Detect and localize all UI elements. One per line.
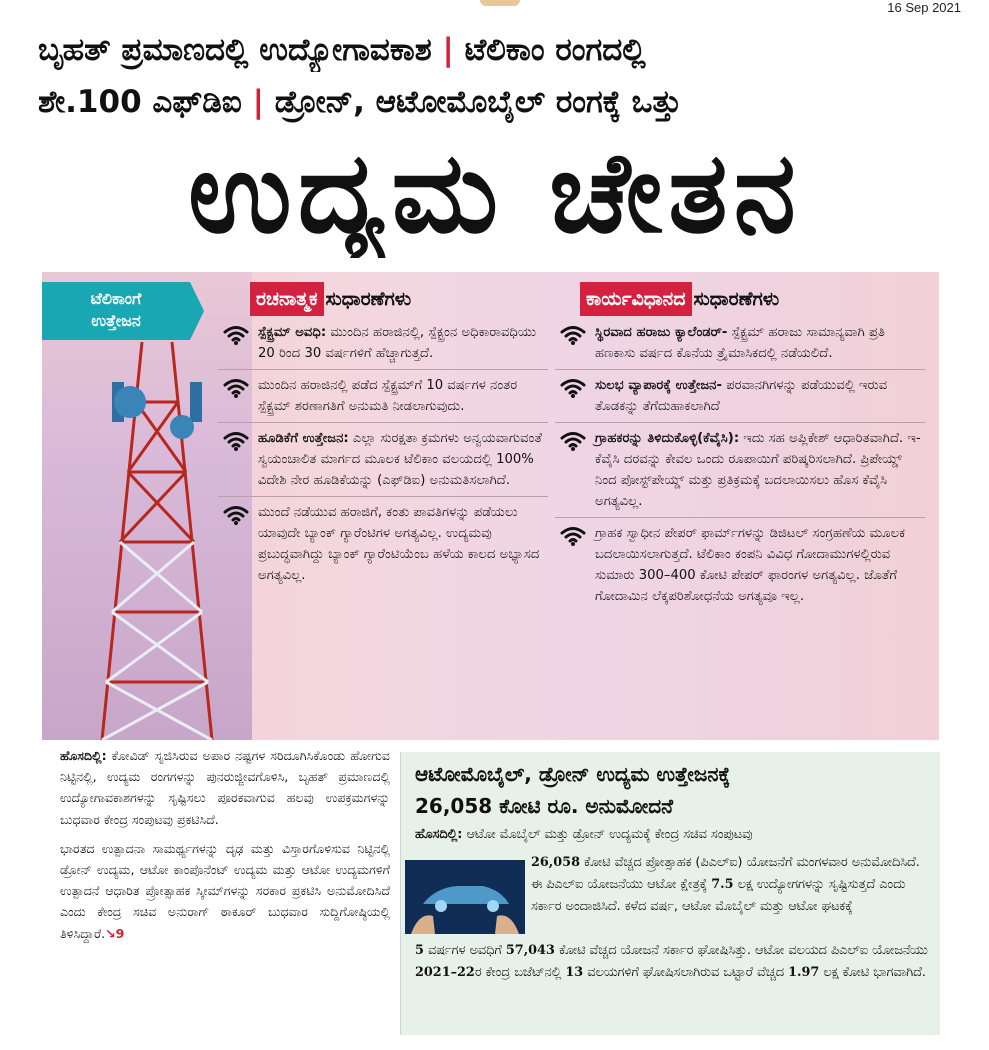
- box-text: ಕೋಟಿ ವೆಚ್ಚದ ಯೋಜನೆ ಸರ್ಕಾರ ಘೋಷಿಸಿತ್ತು. ಆಟೋ ವಲಯದ ಪಿಎಲ್‌ಐ ಯೋಜನೆಯು: [554, 943, 928, 958]
- item-lead: ಗ್ರಾಹಕರನ್ನು ತಿಳಿದುಕೊಳ್ಳಿ(ಕೆವೈಸಿ):: [595, 431, 740, 446]
- main-story: [60, 745, 390, 952]
- wifi-icon: [559, 324, 587, 346]
- box-text: ಲಕ್ಷ ಕೋಟಿ ಭಾಗವಾಗಿದೆ.: [819, 965, 926, 980]
- heading-highlight: ಕಾರ್ಯವಿಧಾನದ: [580, 282, 692, 316]
- item-lead: ಸುಲಭ ವ್ಯಾಪಾರಕ್ಕೆ ಉತ್ತೇಜನ-: [595, 378, 722, 393]
- kicker-text: ಬೃಹತ್ ಪ್ರಮಾಣದಲ್ಲಿ ಉದ್ಯೋಗಾವಕಾಶ: [38, 32, 432, 68]
- wifi-icon: [559, 430, 587, 452]
- list-item: [218, 428, 548, 497]
- amount: 13: [565, 965, 584, 980]
- item-text: ಮುಂದೆ ನಡೆಯುವ ಹರಾಜಿಗೆ, ಕಂತು ಪಾವತಿಗಳನ್ನು ಪಡೆಯಲು ಯಾವುದೇ ಬ್ಯಾಂಕ್ ಗ್ಯಾರೆಂಟಿಗಳ ಅಗತ್ಯವಿಲ್ಲ. ಉದ್ಯಮವು ಪ್ರಬುದ್ಧವಾಗಿದ್ದು ಬ್ಯಾಂಕ್ ಗ್ಯಾರೆಂಟಿಯೆಂಬ ಹಳೆಯ ಕಾಲದ ಅಭ್ಯಾಸದ ಅಗತ್ಯವಿಲ್ಲ.: [258, 505, 540, 583]
- item-text: ಸ್ಪೆಕ್ಟ್ರಮ್ ಹರಾಜು ಸಾಮಾನ್ಯವಾಗಿ ಪ್ರತಿ ಹಣಕಾಸು ವರ್ಷದ ಕೊನೆಯ ತ್ರೈಮಾಸಿಕದಲ್ಲಿ ನಡೆಯಲಿದೆ.: [595, 325, 886, 361]
- box-text: ಕೋಟಿ ವೆಚ್ಚದ ಪ್ರೋತ್ಸಾಹಕ (ಪಿಎಲ್‌ಐ) ಯೋಜನೆಗೆ ಮಂಗಳವಾರ ಅನುಮೋದಿಸಿದೆ. ಈ ಪಿಎಲ್‌ಐ ಯೋಜನೆಯು ಆಟೋ ಕ್ಷೇತ್ರಕ್ಕೆ: [531, 855, 920, 892]
- box-lead: [415, 824, 929, 846]
- main-headline: ಉದ್ಯಮ ಚೇತನ: [188, 128, 802, 258]
- story-dateline: ಹೊಸದಿಲ್ಲಿ:: [60, 748, 107, 763]
- item-text: ಇದು ಸಹ ಅಪ್ಲಿಕೇಶ್ ಆಧಾರಿತವಾಗಿದೆ. ಇ-ಕೆವೈಸಿ ದರವನ್ನು ಕೇವಲ ಒಂದು ರೂಪಾಯಿಗೆ ಪರಿಷ್ಕರಿಸಲಾಗಿದೆ. ಪ್ರಿಪೇಯ್ಡ್ ನಿಂದ ಪೋಸ್ಟ್‌ಪೇಯ್ಡ್ ಮತ್ತು ಪ್ರತಿಕ್ರಮಕ್ಕೆ ಬದಲಾಯಿಸಲು ಹೊಸ ಕೆವೈಸಿ ಅಗತ್ಯವಿಲ್ಲ.: [595, 431, 921, 509]
- list-item: [218, 375, 548, 423]
- continued-marker: ↘9: [105, 925, 125, 941]
- kicker-line-1: [38, 28, 958, 72]
- list-item: [555, 322, 925, 370]
- wifi-icon: [222, 324, 250, 346]
- list-item: [218, 502, 548, 591]
- item-lead: ಸ್ಪೆಕ್ಟ್ರಮ್ ಅವಧಿ:: [258, 325, 327, 340]
- structural-reforms-heading: [250, 282, 411, 316]
- amount: 26,058: [531, 855, 580, 870]
- item-text: ಮುಂದಿನ ಹರಾಜಿನಲ್ಲಿ ಪಡೆದ ಸ್ಪೆಕ್ಟ್ರಮ್‌ಗೆ 10 ವರ್ಷಗಳ ನಂತರ ಸ್ಪೆಕ್ಟ್ರಮ್ ಶರಣಾಗತಿಗೆ ಅನುಮತಿ ನೀಡಲಾಗುವುದು.: [258, 378, 518, 414]
- heading-rest: ಸುಧಾರಣೆಗಳು: [693, 288, 780, 310]
- box-body: [531, 852, 931, 918]
- item-text: ಮುಂದಿನ ಹರಾಜಿನಲ್ಲಿ, ಸ್ಪೆಕ್ಟ್ರಂನ ಅಧಿಕಾರಾವಧಿಯು 20 ರಿಂದ 30 ವರ್ಷಗಳಿಗೆ ಹೆಚ್ಚಾಗುತ್ತದೆ.: [258, 325, 537, 361]
- kicker-text: ಟೆಲಿಕಾಂ ರಂಗದಲ್ಲಿ: [464, 32, 646, 68]
- list-item: [555, 523, 925, 612]
- amount: 57,043: [505, 943, 555, 958]
- structural-reforms-list: [218, 322, 548, 596]
- kicker-separator: |: [252, 84, 264, 120]
- list-item: [555, 375, 925, 423]
- list-item: [218, 322, 548, 370]
- list-item: [555, 428, 925, 518]
- box-text: ವರ್ಷಗಳ ಅವಧಿಗೆ: [423, 943, 502, 958]
- story-text: ಕೋವಿಡ್ ಸೃಜಿಸಿರುವ ಅಪಾರ ನಷ್ಟಗಳ ಸರಿದೂಗಿಸಿಕೊಂಡು ಹೋಗುವ ನಿಟ್ಟಿನಲ್ಲಿ, ಉದ್ಯಮ ರಂಗಗಳನ್ನು ಪುನರುಜ್ಜೀವಗೊಳಿಸಿ, ಬೃಹತ್ ಪ್ರಮಾಣದಲ್ಲಿ ಉದ್ಯೋಗಾವಕಾಶಗಳನ್ನು ಸೃಷ್ಟಿಸಲು ಪೂರಕವಾಗುವ ಹಲವು ಉಪಕ್ರಮಗಳನ್ನು ಬುಧವಾರ ಕೇಂದ್ರ ಸಂಪುಟವು ಪ್ರಕಟಿಸಿದೆ.: [60, 748, 390, 827]
- item-lead: ಸ್ಥಿರವಾದ ಹರಾಜು ಕ್ಯಾಲೆಂಡರ್-: [595, 325, 728, 340]
- procedural-reforms-heading: [580, 282, 779, 316]
- tag-line: ಟೆಲಿಕಾಂಗೆ: [90, 289, 142, 308]
- kicker-text: ಶೇ.100 ಎಫ್‌ಡಿಐ: [38, 84, 242, 120]
- car-hologram-photo: [405, 860, 525, 934]
- story-text: ಭಾರತದ ಉತ್ಪಾದನಾ ಸಾಮರ್ಥ್ಯಗಳನ್ನು ದೃಢ ಮತ್ತು ವಿಸ್ತಾರಗೊಳಿಸುವ ನಿಟ್ಟಿನಲ್ಲಿ ಡ್ರೋನ್ ಉದ್ಯಮ, ಆಟೋ ಕಾಂಪೊನೆಂಟ್ ಉದ್ಯಮ ಮತ್ತು ಆಟೋ ಉದ್ಯಮಗಳಿಗೆ ಉತ್ಪಾದನೆ ಆಧಾರಿತ ಪ್ರೋತ್ಸಾಹಕ ಸ್ಕೀಮ್‌ಗಳನ್ನು ಸರಕಾರ ಪ್ರಕಟಿಸಿ ಅನುಮೋದಿಸಿದೆ ಎಂದು ಕೇಂದ್ರ ಸಚಿವ ಅನುರಾಗ್ ಠಾಕೂರ್ ಬುಧವಾರ ಸುದ್ದಿಗೋಷ್ಠಿಯಲ್ಲಿ ತಿಳಿಸಿದ್ದಾರೆ.: [60, 840, 390, 941]
- telecom-panel: [42, 272, 939, 740]
- amount: 2021–22: [415, 965, 475, 980]
- wifi-icon: [222, 377, 250, 399]
- kicker-text: ಡ್ರೋನ್, ಆಟೋಮೊಬೈಲ್ ರಂಗಕ್ಕೆ ಒತ್ತು: [274, 84, 682, 120]
- item-text: ಗ್ರಾಹಕ ಸ್ವಾಧೀನ ಪೇಪರ್ ಫಾರ್ಮ್‌ಗಳನ್ನು ಡಿಜಿಟಲ್ ಸಂಗ್ರಹಣೆಯ ಮೂಲಕ ಬದಲಾಯಿಸಲಾಗುತ್ತದೆ. ಟೆಲಿಕಾಂ ಕಂಪನಿ ವಿವಿಧ ಗೋದಾಮುಗಳಲ್ಲಿರುವ ಸುಮಾರು 300–400 ಕೋಟಿ ಪೇಪರ್ ಫಾರಂಗಳ ಅಗತ್ಯವಿಲ್ಲ. ಜೊತೆಗೆ ಗೋದಾಮಿನ ಲೆಕ್ಕಪರಿಶೋಧನೆಯ ಅಗತ್ಯವೂ ಇಲ್ಲ.: [595, 526, 906, 604]
- box-title-line: 26,058 ಕೋಟಿ ರೂ. ಅನುಮೋದನೆ: [415, 794, 674, 818]
- wifi-icon: [559, 525, 587, 547]
- box-lead-text: ಆಟೋ ಮೊಬೈಲ್ ಮತ್ತು ಡ್ರೋನ್ ಉದ್ಯಮಕ್ಕೆ ಕೇಂದ್ರ ಸಚಿವ ಸಂಪುಟವು: [462, 827, 753, 842]
- story-paragraph: [60, 745, 390, 830]
- amount: 5: [415, 943, 424, 958]
- box-body-continued: [415, 940, 931, 984]
- item-text: ಎಲ್ಲಾ ಸುರಕ್ಷತಾ ಕ್ರಮಗಳು ಅನ್ವಯವಾಗುವಂತೆ ಸ್ವಯಂಚಾಲಿತ ಮಾರ್ಗದ ಮೂಲಕ ಟೆಲಿಕಾಂ ವಲಯದಲ್ಲಿ 100% ವಿದೇಶಿ ನೇರ ಹೂಡಿಕೆಯನ್ನು (ಎಫ್‌ಡಿಐ) ಅನುಮತಿಸಲಾಗಿದೆ.: [258, 431, 542, 488]
- item-text: ಪರವಾನಗಿಗಳನ್ನು ಪಡೆಯುವಲ್ಲಿ ಇರುವ ತೊಡಕನ್ನು ತೆಗೆದುಹಾಕಲಾಗಿದೆ: [595, 378, 888, 414]
- box-text: ವಲಯಗಳಿಗೆ ಘೋಷಿಸಲಾಗಿರುವ ಒಟ್ಟಾರೆ ವೆಚ್ಚದ: [583, 965, 785, 980]
- kicker-separator: |: [442, 32, 454, 68]
- tag-line: ಉತ್ತೇಜನ: [91, 311, 141, 330]
- telecom-tower-illustration: [72, 342, 242, 740]
- box-title: [415, 758, 935, 822]
- auto-drone-box: [400, 752, 940, 1035]
- procedural-reforms-list: [555, 322, 925, 617]
- wifi-icon: [222, 504, 250, 526]
- box-text: ಲಕ್ಷ ಉದ್ಯೋಗಗಳನ್ನು ಸೃಷ್ಟಿಸುತ್ತದೆ ಎಂದು ಸರ್ಕಾರ ಅಂದಾಜಿಸಿದೆ. ಕಳೆದ ವರ್ಷ, ಆಟೋ ಮೊಬೈಲ್ ಮತ್ತು ಆಟೋ ಘಟಕಕ್ಕೆ: [531, 877, 906, 914]
- amount: 1.97: [788, 965, 820, 980]
- heading-rest: ಸುಧಾರಣೆಗಳು: [325, 288, 412, 310]
- wifi-icon: [222, 430, 250, 452]
- box-dateline: ಹೊಸದಿಲ್ಲಿ:: [415, 827, 463, 842]
- edition-date: 16 Sep 2021: [887, 0, 961, 15]
- box-title-line: ಆಟೋಮೊಬೈಲ್, ಡ್ರೋನ್ ಉದ್ಯಮ ಉತ್ತೇಜನಕ್ಕೆ: [415, 762, 731, 786]
- amount: 7.5: [711, 877, 734, 892]
- heading-highlight: ರಚನಾತ್ಮಕ: [250, 282, 324, 316]
- telecom-boost-tag: [42, 282, 190, 340]
- story-paragraph: [60, 838, 390, 944]
- item-lead: ಹೂಡಿಕೆಗೆ ಉತ್ತೇಜನ:: [258, 431, 349, 446]
- kicker-line-2: [38, 80, 958, 124]
- wifi-icon: [559, 377, 587, 399]
- masthead-mark: [480, 0, 520, 6]
- box-text: ರ ಕೇಂದ್ರ ಬಜೆಟ್‌ನಲ್ಲಿ: [474, 965, 562, 980]
